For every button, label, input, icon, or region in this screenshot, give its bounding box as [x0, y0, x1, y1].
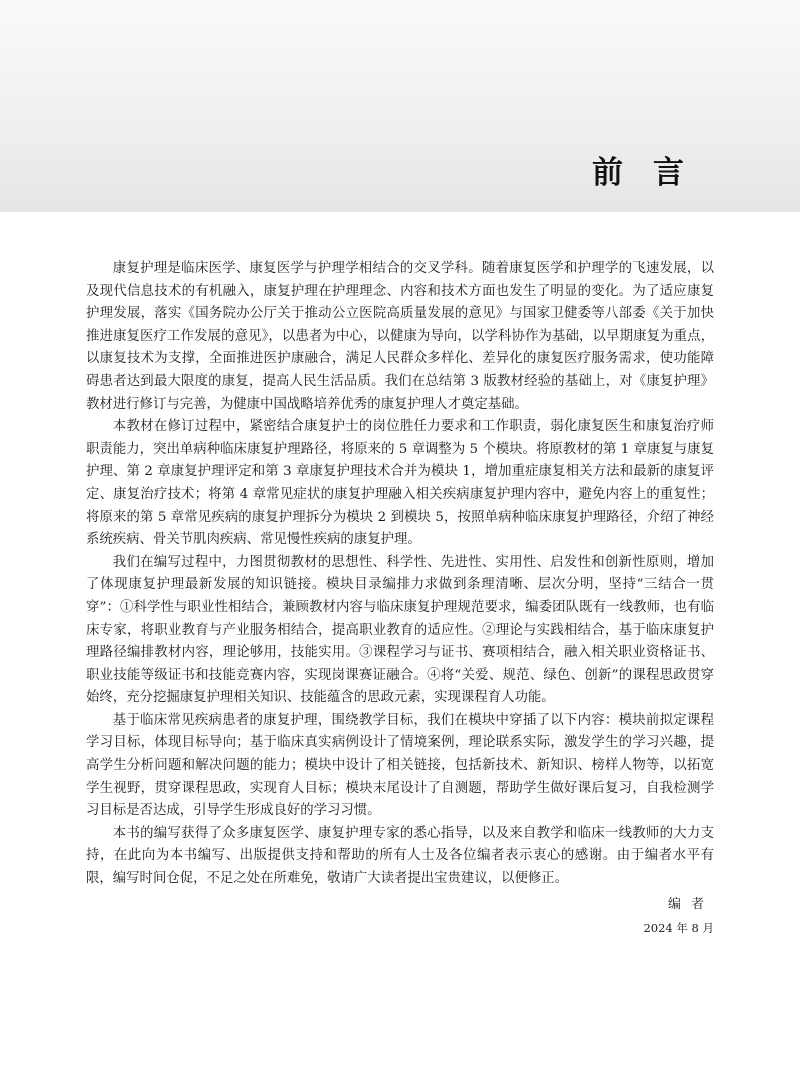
signature-author: 编者	[667, 897, 714, 912]
preface-body	[86, 258, 714, 891]
paragraph-4: 基于临床常见疾病患者的康复护理，围绕教学目标，我们在模块中穿插了以下内容：模块前拟定课程学习目标，体现目标导向；基于临床真实病例设计了情境案例，理论联系实际，激发学生的学习兴趣，提高学生分析问题和解决问题的能力；模块中设计了相关链接，包括新技术、新知识、榜样人物等，以拓宽学生视野，贯穿课程思政，实现育人目标；模块末尾设计了自测题，帮助学生做好课后复习，自我检测学习目标是否达成，引导学生形成良好的学习习惯。	[86, 712, 714, 819]
paragraph-5: 本书的编写获得了众多康复医学、康复护理专家的悉心指导，以及来自教学和临床一线教师的大力支持，在此向为本书编写、出版提供支持和帮助的所有人士及各位编者表示衷心的感谢。由于编者水平有限，编写时间仓促，不足之处在所难免，敬请广大读者提出宝贵建议，以便修正。	[86, 825, 714, 887]
paragraph-1: 康复护理是临床医学、康复医学与护理学相结合的交叉学科。随着康复医学和护理学的飞速发展，以及现代信息技术的有机融入，康复护理在护理理念、内容和技术方面也发生了明显的变化。为了适应康复护理发展，落实《国务院办公厅关于推动公立医院高质量发展的意见》与国家卫健委等八部委《关于加快推进康复医疗工作发展的意见》，以患者为中心，以健康为导向，以学科协作为基础，以早期康复为重点，以康复技术为支撑，全面推进医护康融合，满足人民群众多样化、差异化的康复医疗服务需求，使功能障碍患者达到最大限度的康复，提高人民生活品质。我们在总结第 3 版教材经验的基础上，对《康复护理》教材进行修订与完善，为健康中国战略培养优秀的康复护理人才奠定基础。	[86, 261, 714, 412]
signature-date: 2024 年 8 月	[643, 921, 714, 935]
paragraph-2: 本教材在修订过程中，紧密结合康复护士的岗位胜任力要求和工作职责，弱化康复医生和康复治疗师职责能力，突出单病种临床康复护理路径，将原来的 5 章调整为 5 个模块。将原教材的第 1 章康复与康复护理、第 2 章康复护理评定和第 3 章康复护理技术合并为模块 1，增加重症康复相关方法和最新的康复评定、康复治疗技术；将第 4 章常见症状的康复护理融入相关疾病康复护理内容中，避免内容上的重复性；将原来的第 5 章常见疾病的康复护理拆分为模块 2 到模块 5，按照单病种临床康复护理路径，介绍了神经系统疾病、骨关节肌肉疾病、常见慢性疾病的康复护理。	[86, 419, 714, 548]
paragraph-3: 我们在编写过程中，力图贯彻教材的思想性、科学性、先进性、实用性、启发性和创新性原则，增加了体现康复护理最新发展的知识链接。模块目录编排力求做到条理清晰、层次分明，坚持“三结合一贯穿”：①科学性与职业性相结合，兼顾教材内容与临床康复护理规范要求，编委团队既有一线教师，也有临床专家，将职业教育与产业服务相结合，提高职业教育的适应性。②理论与实践相结合，基于临床康复护理路径编排教材内容，理论够用，技能实用。③课程学习与证书、赛项相结合，融入相关职业资格证书、职业技能等级证书和技能竞赛内容，实现岗课赛证融合。④将“关爱、规范、绿色、创新”的课程思政贯穿始终，充分挖掘康复护理相关知识、技能蕴含的思政元素，实现课程育人功能。	[86, 554, 714, 706]
signature-block	[643, 893, 714, 939]
header-band	[0, 0, 800, 212]
page-title: 前言	[592, 155, 714, 191]
